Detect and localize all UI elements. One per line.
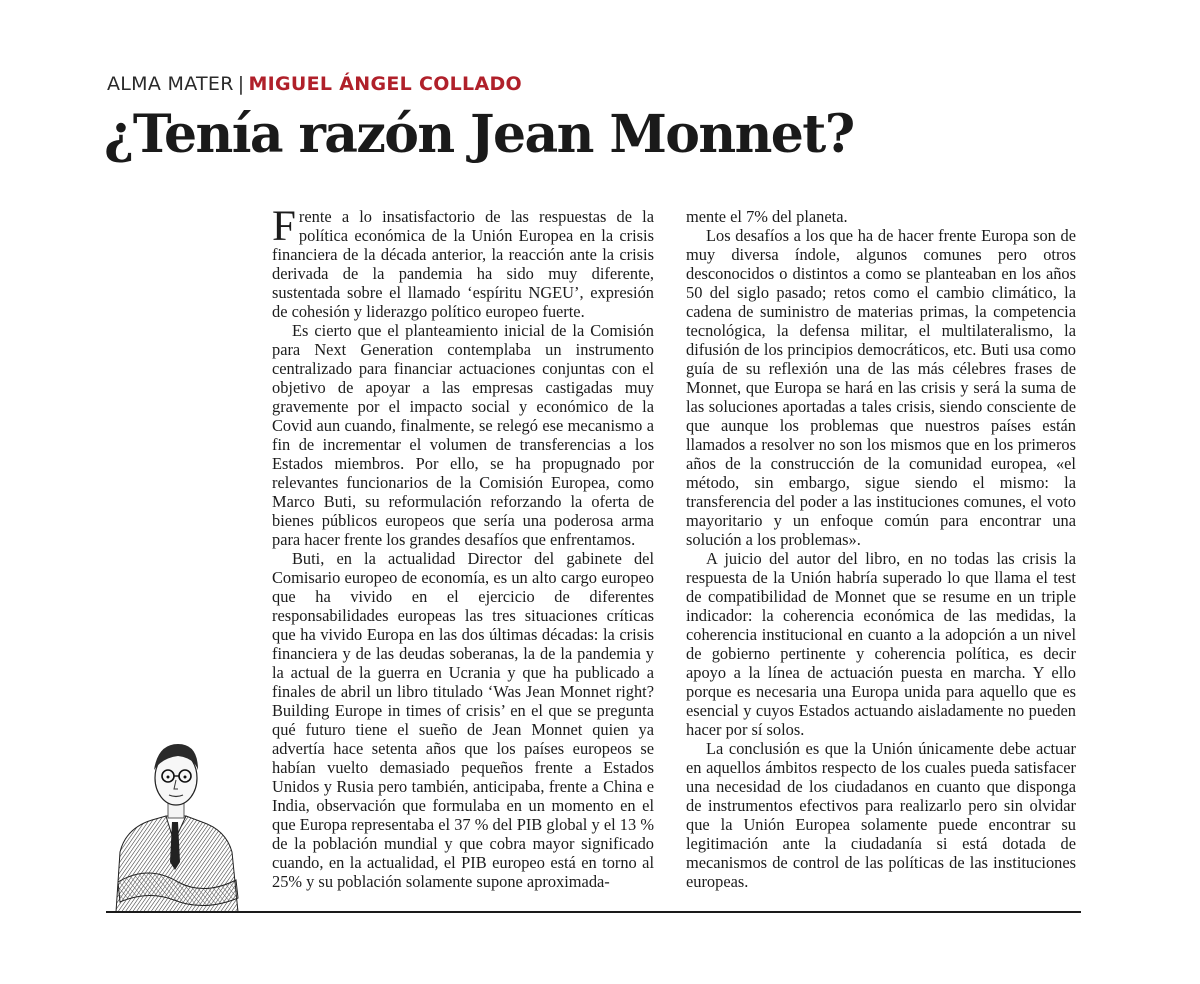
header-separator: | xyxy=(237,73,245,95)
author-name: MIGUEL ÁNGEL COLLADO xyxy=(248,73,522,95)
paragraph: Los desafíos a los que ha de hacer frente Europa son de muy diversa índole, algunos comunes pero otros desconocidos o distintos a como se planteaban en los años 50 del siglo pasado; retos como el cambio climático, la cadena de suministro de materias primas, la competencia tecnológica, la defensa militar, el multilateralismo, la difusión de los principios democráticos, etc. Buti usa como guía de su reflexión una de las más célebres frases de Monnet, que Europa se hará en las crisis y será la suma de las soluciones aportadas a tales crisis, siendo consciente de que aunque los problemas que nuestros países están llamados a resolver no son los mismos que en los primeros años de la construcción de la comunidad europea, «el método, sin embargo, sigue siendo el mismo: la transferencia del poder a las instituciones comunes, el voto mayoritario y un enfoque común para encontrar una solución a los problemas». xyxy=(686,226,1076,549)
author-portrait-illustration xyxy=(108,732,244,912)
bottom-rule xyxy=(106,911,1081,913)
paragraph: mente el 7% del planeta. xyxy=(686,207,848,226)
article-column-1 xyxy=(264,203,654,895)
section-name: ALMA MATER xyxy=(107,73,234,95)
headline: ¿Tenía razón Jean Monnet? xyxy=(104,104,854,165)
paragraph: La conclusión es que la Unión únicamente debe actuar en aquellos ámbitos respecto de los cuales pueda satisfacer una necesidad de los ciudadanos en cuanto que disponga de instrumentos efectivos para realizarlo pero sin olvidar que la Unión Europea solamente puede encontrar su legitimación ante la ciudadanía si está dotada de mecanismos de control de las políticas de las instituciones europeas. xyxy=(686,739,1076,891)
drop-cap: F xyxy=(272,203,296,250)
article-column-2 xyxy=(686,207,1076,891)
paragraph: A juicio del autor del libro, en no todas las crisis la respuesta de la Unión habría superado lo que llama el test de compatibilidad de Monnet que se resume en un triple indicador: la coherencia económica de las medidas, la coherencia institucional en cuanto a la adopción a un nivel de gobierno pertinente y coherencia política, es decir apoyo a la línea de actuación puesta en marcha. Y ello porque es necesaria una Europa unida para aquello que es esencial y cuyos Estados actuando aisladamente no pueden hacer por sí solos. xyxy=(686,549,1076,739)
paragraph: Buti, en la actualidad Director del gabinete del Comisario europeo de economía, es un alto cargo europeo que ha vivido en el ejercicio de diferentes responsabilidades europeas las tres situaciones críticas que ha vivido Europa en las dos últimas décadas: la crisis financiera y de las deudas soberanas, la de la pandemia y la actual de la guerra en Ucrania y que ha publicado a finales de abril un libro titulado ‘Was Jean Monnet right? Building Europe in times of crisis’ en el que se pregunta qué futuro tiene el sueño de Jean Monnet quien ya advertía hace setenta años que los países europeos se habían vuelto demasiado pequeños frente a Estados Unidos y Rusia pero también, anticipaba, frente a China e India, observación que formulaba en un momento en el que Europa representaba el 37 % del PIB global y el 13 % de la población mundial y que cobra mayor significado cuando, en la actualidad, el PIB europeo está en torno al 25% y su población solamente supone aproximada- xyxy=(272,549,654,891)
paragraph xyxy=(264,203,654,321)
column-header xyxy=(107,73,522,95)
portrait-wrap-space xyxy=(264,705,272,895)
paragraph-text: rente a lo insatisfactorio de las respuestas de la política económica de la Unión Europea en la crisis financiera de la década anterior, la reacción ante la crisis derivada de la pandemia ha sido muy diferente, sustentada sobre el llamado ‘espíritu NGEU’, expresión de cohesión y liderazgo político europeo fuerte. xyxy=(272,207,654,321)
paragraph: Es cierto que el planteamiento inicial de la Comisión para Next Generation contemplaba un instrumento centralizado para financiar actuaciones conjuntas con el objetivo de apoyar a las empresas castigadas muy gravemente por el impacto social y económico de la Covid aun cuando, finalmente, se relegó ese mecanismo a fin de incrementar el volumen de transferencias a los Estados miembros. Por ello, se ha propugnado por relevantes funcionarios de la Comisión Europea, como Marco Buti, su reformulación reforzando la oferta de bienes públicos europeos que sería una poderosa arma para hacer frente los grandes desafíos que enfrentamos. xyxy=(272,321,654,549)
